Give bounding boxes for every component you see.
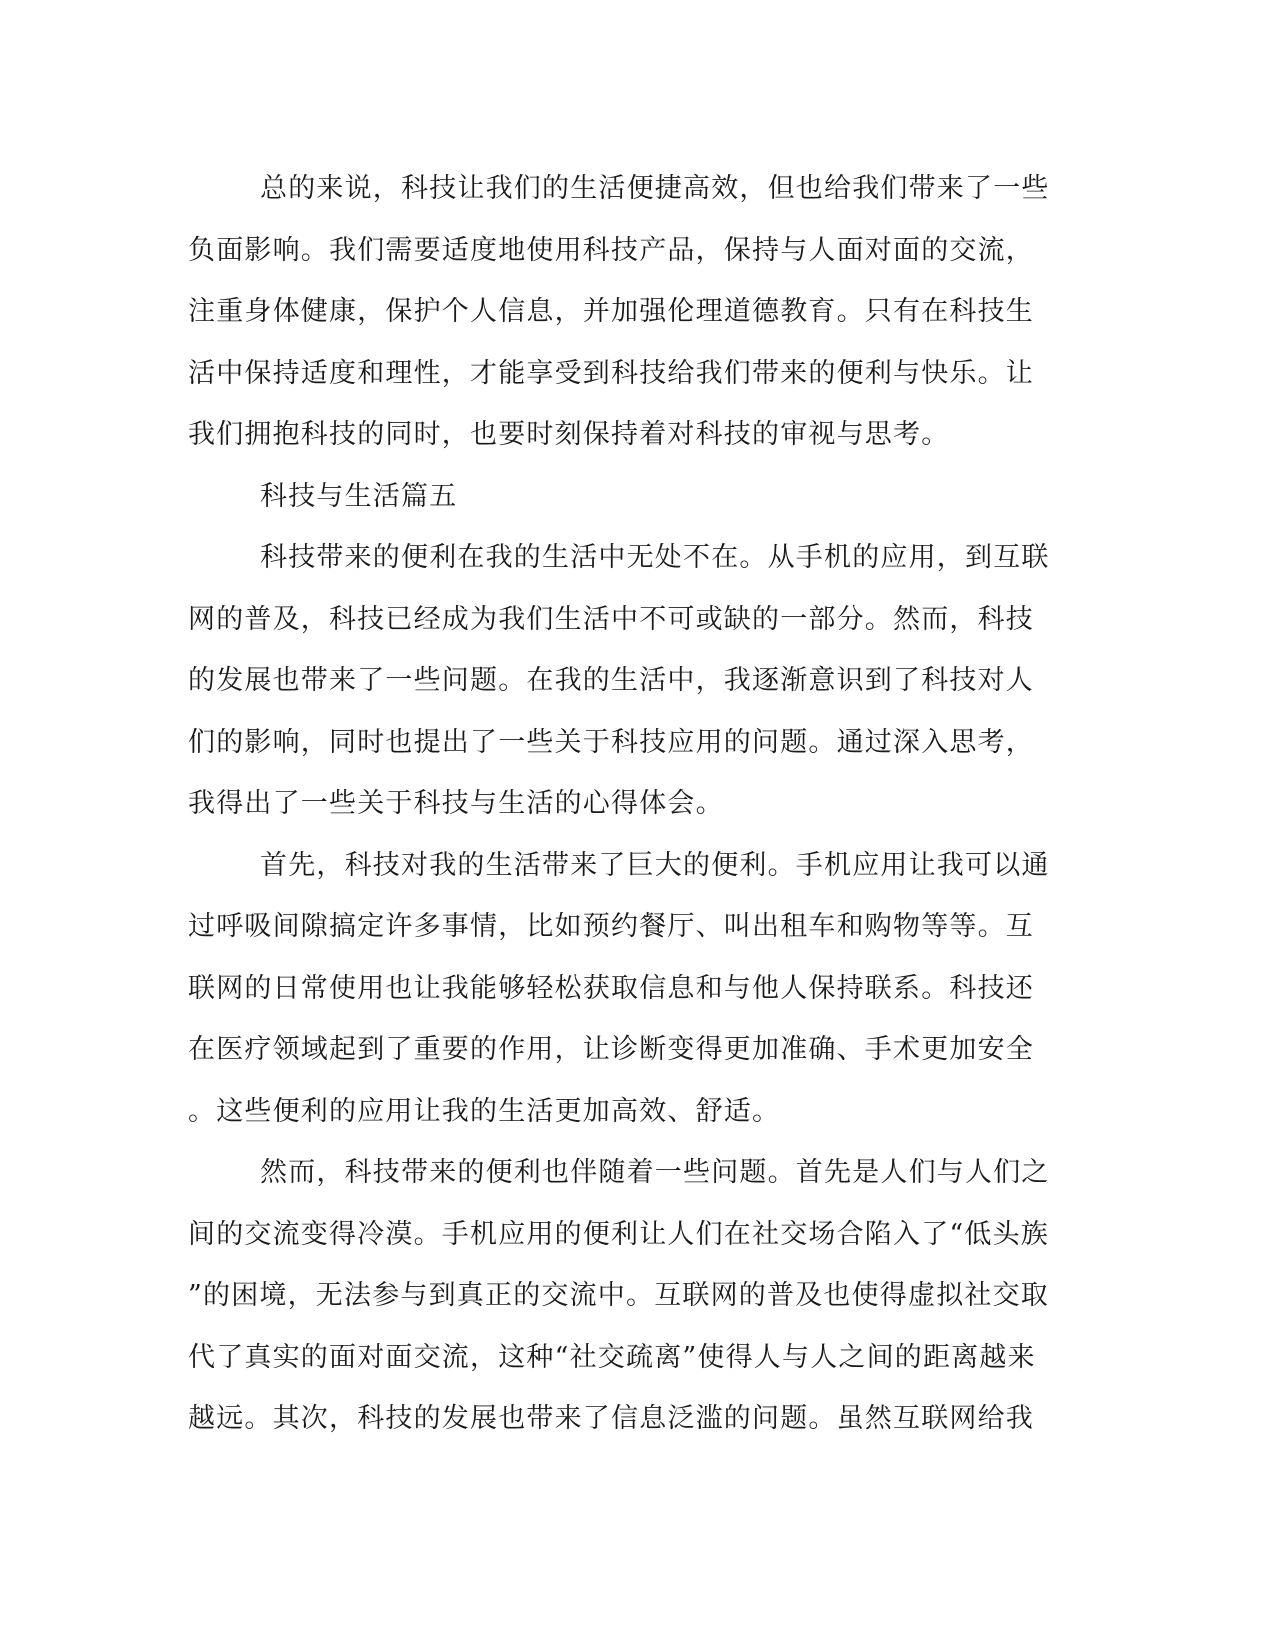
text-line: 我得出了一些关于科技与生活的心得体会。 bbox=[188, 788, 724, 819]
text-line: 在医疗领域起到了重要的作用，让诊断变得更加准确、手术更加安全 bbox=[188, 1034, 1034, 1065]
text-line: 注重身体健康，保护个人信息，并加强伦理道德教育。只有在科技生 bbox=[188, 296, 1034, 327]
text-line: 活中保持适度和理性，才能享受到科技给我们带来的便利与快乐。让 bbox=[188, 357, 1034, 389]
text-line: 首先，科技对我的生活带来了巨大的便利。手机应用让我可以通 bbox=[260, 849, 1050, 881]
document-body bbox=[188, 158, 1068, 1450]
section-heading: 科技与生活篇五 bbox=[260, 480, 458, 512]
text-line: 间的交流变得冷漠。手机应用的便利让人们在社交场合陷入了“低头族 bbox=[188, 1218, 1050, 1250]
text-line: 负面影响。我们需要适度地使用科技产品，保持与人面对面的交流， bbox=[188, 234, 1034, 266]
text-line: 们的影响，同时也提出了一些关于科技应用的问题。通过深入思考， bbox=[188, 726, 1034, 758]
text-line: 然而，科技带来的便利也伴随着一些问题。首先是人们与人们之 bbox=[260, 1157, 1050, 1188]
text-line: 我们拥抱科技的同时，也要时刻保持着对科技的审视与思考。 bbox=[188, 419, 950, 450]
text-line: 越远。其次，科技的发展也带来了信息泛滥的问题。虽然互联网给我 bbox=[188, 1403, 1034, 1434]
text-line: 联网的日常使用也让我能够轻松获取信息和与他人保持联系。科技还 bbox=[188, 972, 1034, 1004]
text-line: 总的来说，科技让我们的生活便捷高效，但也给我们带来了一些 bbox=[260, 173, 1050, 204]
text-line: 科技带来的便利在我的生活中无处不在。从手机的应用，到互联 bbox=[260, 542, 1050, 573]
text-line: ”的困境，无法参与到真正的交流中。互联网的普及也使得虚拟社交取 bbox=[188, 1280, 1050, 1311]
text-line: 网的普及，科技已经成为我们生活中不可或缺的一部分。然而，科技 bbox=[188, 603, 1034, 635]
text-line: 的发展也带来了一些问题。在我的生活中，我逐渐意识到了科技对人 bbox=[188, 665, 1034, 696]
text-line: 代了真实的面对面交流，这种“社交疏离”使得人与人之间的距离越来 bbox=[188, 1341, 1036, 1373]
text-line: 。这些便利的应用让我的生活更加高效、舒适。 bbox=[188, 1095, 781, 1127]
text-line: 过呼吸间隙搞定许多事情，比如预约餐厅、叫出租车和购物等等。互 bbox=[188, 911, 1034, 942]
